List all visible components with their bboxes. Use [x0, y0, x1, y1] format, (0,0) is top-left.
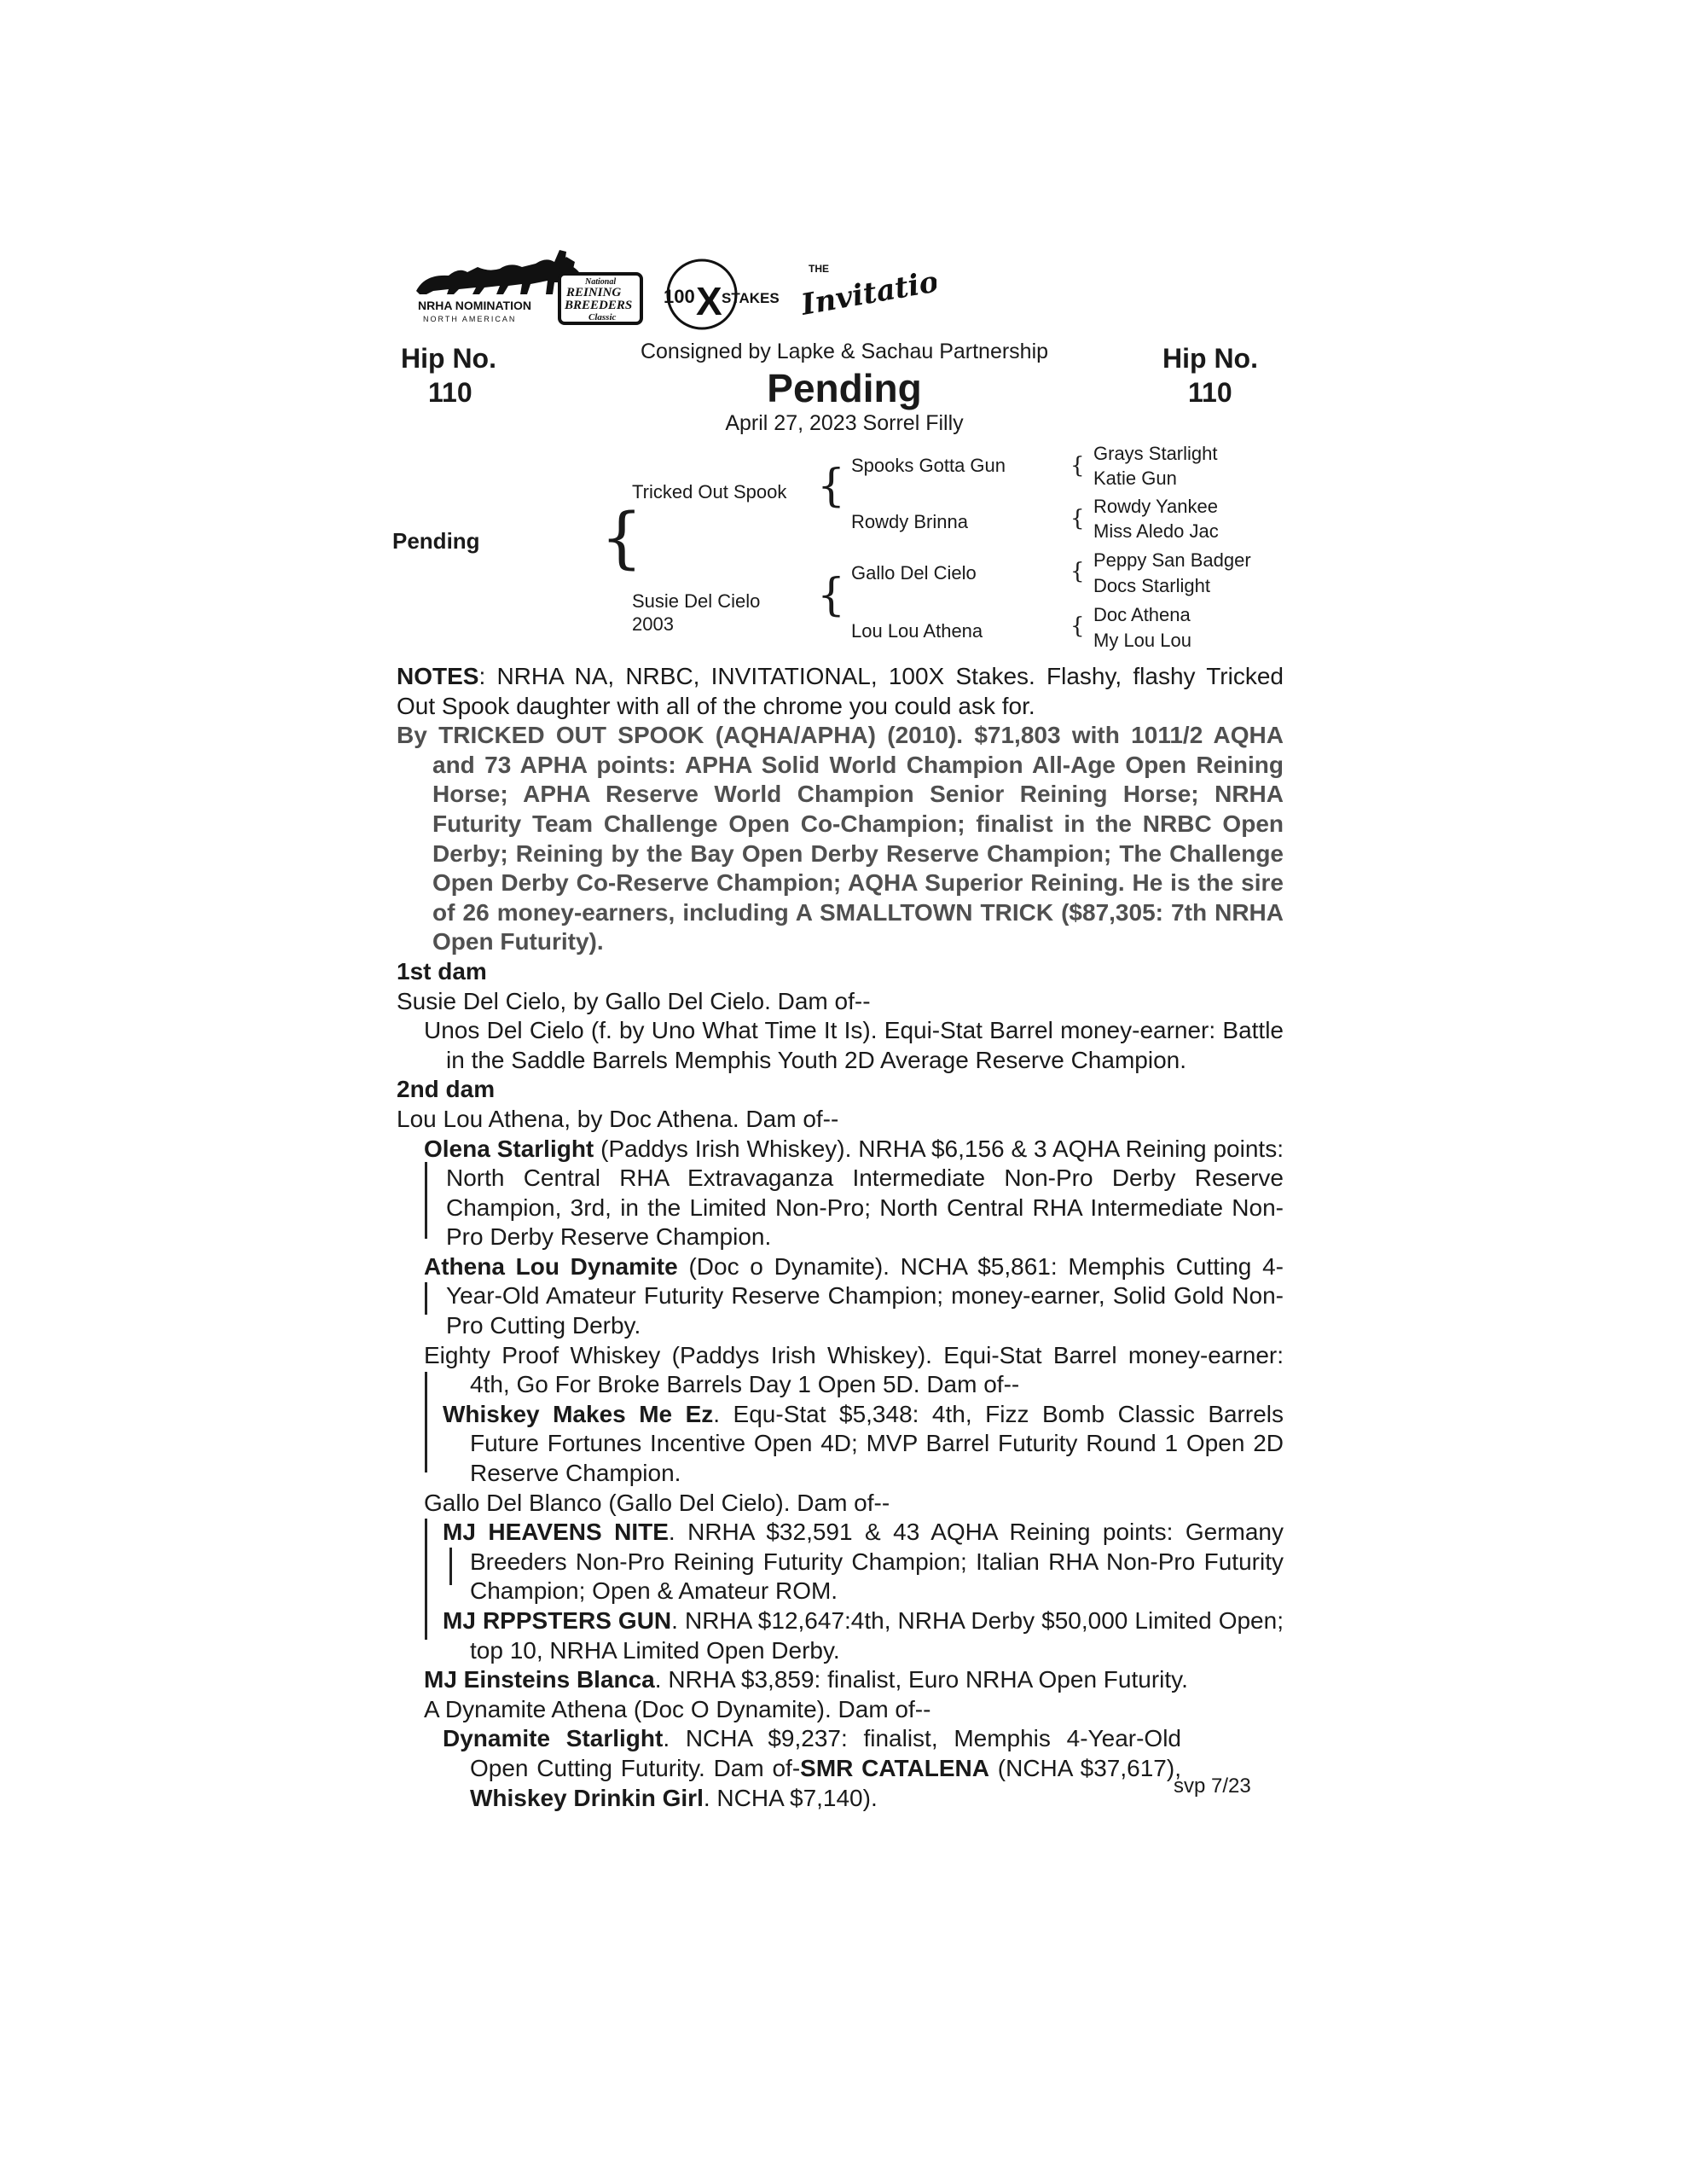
- horse-name: Pending: [767, 366, 922, 410]
- pedigree-ddd: My Lou Lou: [1093, 630, 1191, 651]
- hip-number-right: 110: [1188, 377, 1232, 408]
- notes: NOTES: NRHA NA, NRBC, INVITATIONAL, 100X Stakes. Flashy, flashy Tricked Out Spook daughter with all of the chrome you could ask for.: [397, 663, 1284, 719]
- pedigree-dss: Peppy San Badger: [1093, 549, 1251, 571]
- logo-strip: [408, 241, 936, 335]
- svg-text:NRHA NOMINATION: NRHA NOMINATION: [418, 299, 531, 312]
- pedigree-sdd: Miss Aledo Jac: [1093, 520, 1219, 542]
- pedigree-ds: Gallo Del Cielo: [851, 562, 977, 584]
- invitational-logo: [798, 256, 936, 322]
- pedigree-dsd: Docs Starlight: [1093, 575, 1210, 596]
- produce-entry: Eighty Proof Whiskey (Paddys Irish Whiskey). Equi-Stat Barrel money-earner: 4th, Go For Broke Barrels Day 1 Open 5D. Dam of--: [424, 1341, 1284, 1398]
- pedigree-horse: Pending: [392, 528, 480, 554]
- second-dam-heading: 2nd dam: [397, 1076, 496, 1103]
- produce-bar: [425, 1162, 427, 1239]
- pedigree-ssd: Katie Gun: [1093, 468, 1177, 489]
- produce-bar: [425, 1282, 427, 1315]
- pedigree-dds: Doc Athena: [1093, 604, 1191, 625]
- sire-record: By TRICKED OUT SPOOK (AQHA/APHA) (2010). $71,803 with 1011/2 AQHA and 73 APHA points: APHA Solid World Champion All-Age Open Reining Horse; APHA Reserve World Champion Senior Reining Horse; NRHA Futurity Team Challenge Open Co-Champion; finalist in the NRBC Open Derby; Reining by the Bay Open Derby Reserve Champion; The Challenge Open Derby Co-Reserve Champion; AQHA Superior Reining. He is the sire of 26 money-earners, including A SMALLTOWN TRICK ($87,305: 7th NRHA Open Futurity).: [397, 722, 1284, 956]
- produce-entry: Athena Lou Dynamite (Doc o Dynamite). NCHA $5,861: Memphis Cutting 4-Year-Old Amateur Futurity Reserve Champion; money-earner, Solid Gold Non-Pro Cutting Derby.: [424, 1252, 1284, 1339]
- produce-entry: Olena Starlight (Paddys Irish Whiskey). NRHA $6,156 & 3 AQHA Reining points: North Central RHA Extravaganza Intermediate Non-Pro Derby Reserve Champion, 3rd, in the Limited Non-Pro; North Central RHA Intermediate Non-Pro Derby Reserve Champion.: [424, 1135, 1284, 1251]
- first-dam-heading: 1st dam: [397, 957, 487, 985]
- produce-entry: Whiskey Makes Me Ez. Equ-Stat $5,348: 4th, Fizz Bomb Classic Barrels Future Fortunes Incentive Open 4D; MVP Barrel Futurity Round 1 Open 2D Reserve Champion.: [443, 1400, 1284, 1487]
- produce-entry: MJ Einsteins Blanca. NRHA $3,859: finalist, Euro NRHA Open Futurity.: [424, 1666, 1188, 1693]
- first-dam-intro: Susie Del Cielo, by Gallo Del Cielo. Dam of--: [397, 987, 871, 1014]
- produce-bar: [425, 1519, 427, 1640]
- pedigree-dam-year: 2003: [632, 613, 674, 635]
- pedigree-brace: {: [1070, 506, 1085, 531]
- produce-bar: [425, 1372, 427, 1472]
- svg-text:BREEDERS: BREEDERS: [565, 299, 633, 312]
- svg-text:STAKES: STAKES: [722, 290, 780, 306]
- produce-entry: MJ HEAVENS NITE. NRHA $32,591 & 43 AQHA Reining points: Germany Breeders Non-Pro Reining Futurity Champion; Italian RHA Non-Pro Futurity Champion; Open & Amateur ROM.: [443, 1519, 1284, 1605]
- svg-text:National: National: [585, 277, 617, 287]
- pedigree-dd: Lou Lou Athena: [851, 620, 983, 642]
- svg-text:Classic: Classic: [588, 312, 617, 322]
- pedigree-sds: Rowdy Yankee: [1093, 496, 1218, 517]
- pedigree-sire: Tricked Out Spook: [632, 481, 787, 502]
- svg-text:100: 100: [664, 286, 695, 307]
- produce-entry: A Dynamite Athena (Doc O Dynamite). Dam of--: [424, 1695, 931, 1722]
- pedigree-brace: {: [1070, 613, 1085, 639]
- pedigree-brace: {: [1070, 559, 1085, 584]
- pedigree-ss: Spooks Gotta Gun: [851, 455, 1006, 476]
- svg-text:NORTH AMERICAN: NORTH AMERICAN: [423, 315, 517, 323]
- second-dam-intro: Lou Lou Athena, by Doc Athena. Dam of--: [397, 1105, 839, 1132]
- svg-text:X: X: [696, 279, 722, 323]
- pedigree-sd: Rowdy Brinna: [851, 511, 968, 532]
- produce-entry: Unos Del Cielo (f. by Uno What Time It Is). Equi-Stat Barrel money-earner: Battle in the Saddle Barrels Memphis Youth 2D Average Reserve Champion.: [424, 1017, 1284, 1073]
- pedigree-brace: {: [817, 570, 846, 621]
- consignor: Consigned by Lapke & Sachau Partnership: [640, 340, 1049, 363]
- pedigree-brace: {: [817, 461, 846, 512]
- hip-number-left: 110: [428, 377, 472, 408]
- catalog-code: svp 7/23: [1174, 1774, 1251, 1798]
- svg-text:REINING: REINING: [566, 286, 622, 299]
- produce-bar: [449, 1548, 452, 1585]
- sponsor-logos: [408, 241, 936, 335]
- svg-text:THE: THE: [809, 263, 829, 275]
- pedigree-dam: Susie Del Cielo: [632, 590, 761, 612]
- nrbc-logo: [558, 257, 641, 323]
- produce-entry: MJ RPPSTERS GUN. NRHA $12,647:4th, NRHA Derby $50,000 Limited Open; top 10, NRHA Limited Open Derby.: [443, 1607, 1284, 1664]
- stakes-logo: [664, 260, 780, 328]
- svg-text:Invitational: Invitational: [798, 255, 936, 322]
- catalog-text: [397, 662, 1284, 1813]
- pedigree-sss: Grays Starlight: [1093, 443, 1218, 464]
- hip-label-right: Hip No.: [1162, 343, 1258, 374]
- foaling-info: April 27, 2023 Sorrel Filly: [725, 411, 964, 435]
- nrha-logo: [416, 250, 582, 323]
- hip-label-left: Hip No.: [401, 343, 496, 374]
- pedigree-brace: {: [600, 500, 643, 577]
- produce-entry: Gallo Del Blanco (Gallo Del Cielo). Dam of--: [424, 1489, 890, 1516]
- produce-entry: Dynamite Starlight. NCHA $9,237: finalist, Memphis 4-Year-Old Open Cutting Futurity. Dam of-SMR CATALENA (NCHA $37,617), Whiskey Drinkin Girl. NCHA $7,140).: [443, 1725, 1181, 1811]
- pedigree-brace: {: [1070, 453, 1085, 479]
